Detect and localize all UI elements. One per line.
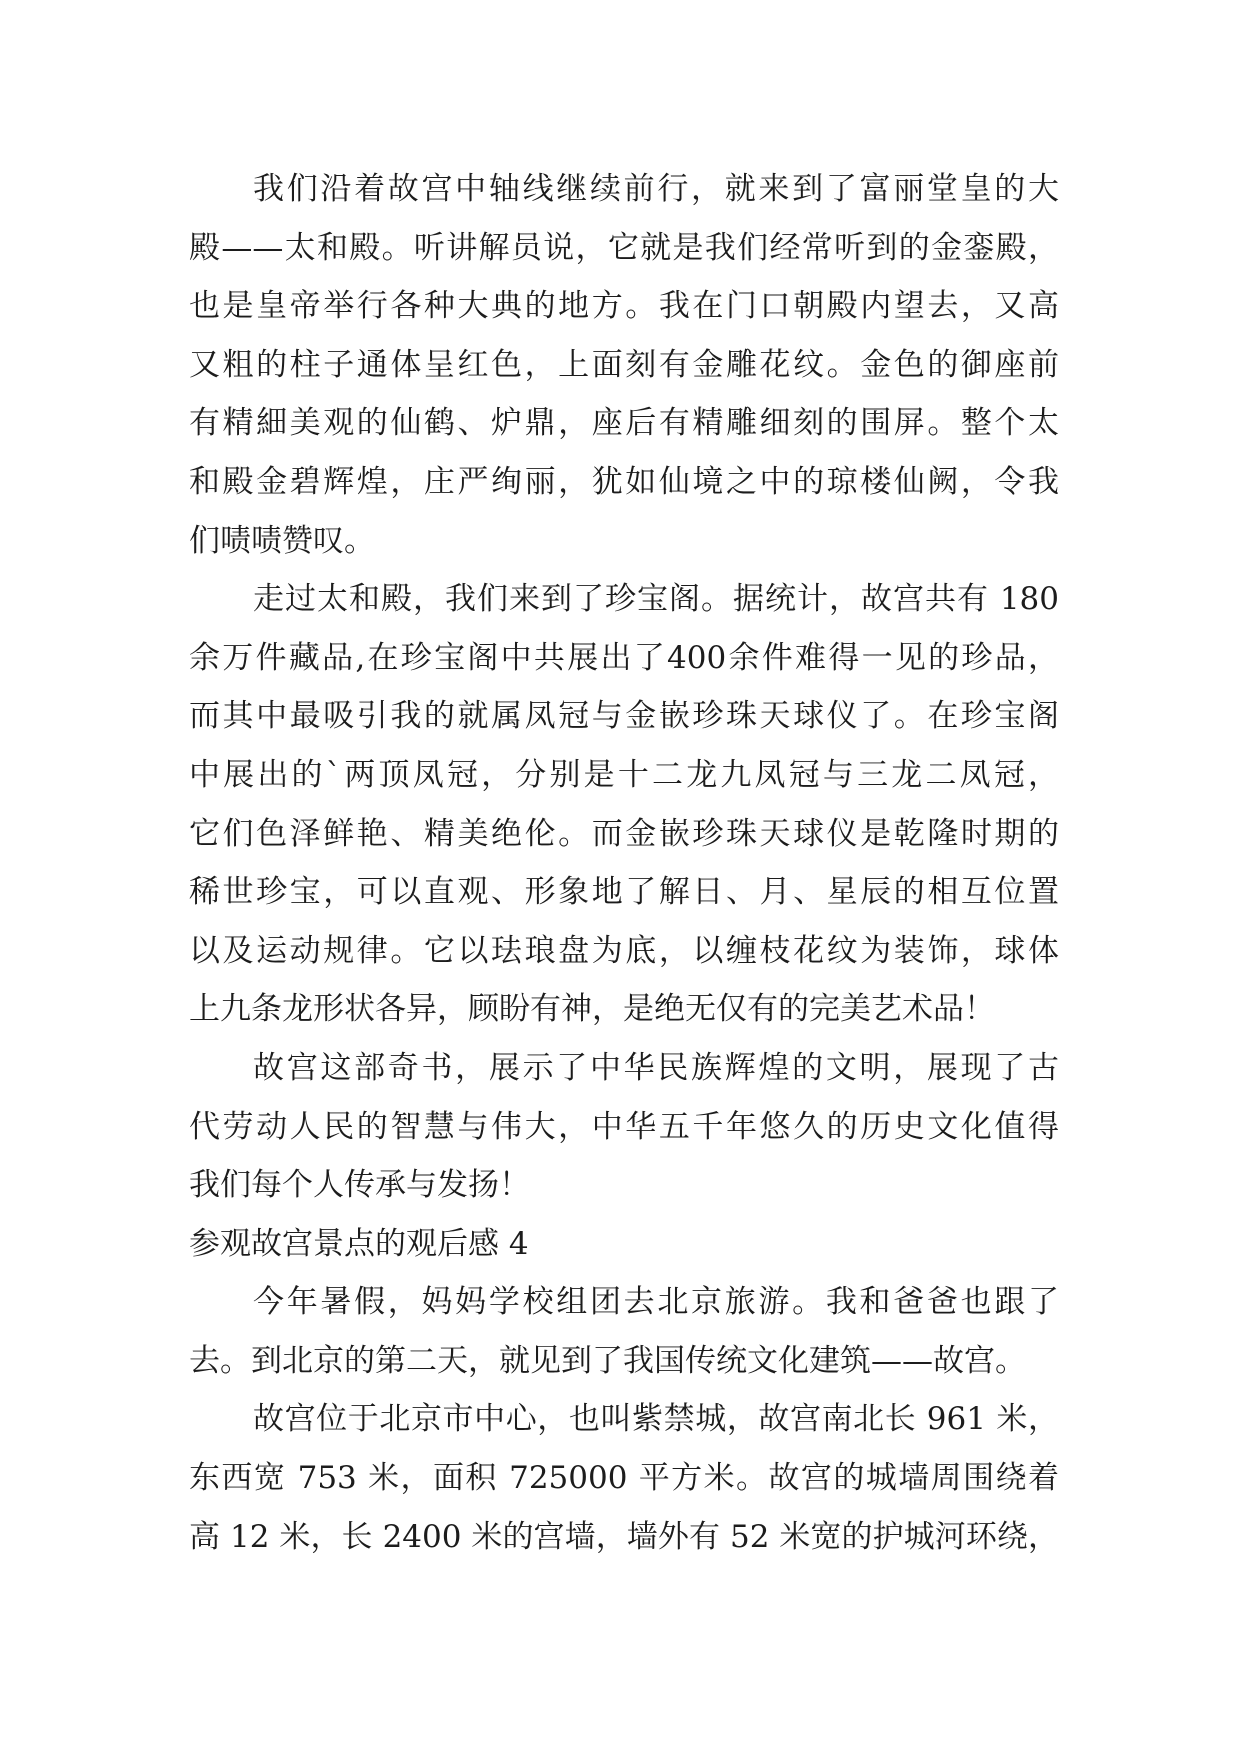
text-line: 它们色泽鲜艳、精美绝伦。而金嵌珍珠天球仪是乾隆时期的	[189, 815, 1059, 852]
text-line: 又粗的柱子通体呈红色，上面刻有金雕花纹。金色的御座前	[189, 346, 1059, 383]
text-line: 中展出的`两顶凤冠，分别是十二龙九凤冠与三龙二凤冠，	[189, 756, 1059, 793]
text-line: 和殿金碧辉煌，庄严绚丽，犹如仙境之中的琼楼仙阙，令我	[189, 463, 1059, 500]
text-line: 我们每个人传承与发扬！	[189, 1167, 530, 1204]
text-line: 高 12 米，长 2400 米的宫墙，墙外有 52 米宽的护城河环绕，	[189, 1518, 1059, 1555]
text-line: 去。到北京的第二天，就见到了我国传统文化建筑——故宫。	[189, 1342, 1026, 1379]
paragraph-palace-facts	[189, 1390, 1059, 1566]
text-line: 稀世珍宝，可以直观、形象地了解日、月、星辰的相互位置	[189, 874, 1059, 911]
text-line: 故宫这部奇书，展示了中华民族辉煌的文明，展现了古	[253, 1049, 1059, 1086]
text-line: 也是皇帝举行各种大典的地方。我在门口朝殿内望去，又高	[189, 288, 1059, 325]
text-line: 有精細美观的仙鹤、炉鼎，座后有精雕细刻的围屏。整个太	[189, 405, 1059, 442]
paragraph-summer-trip	[189, 1273, 1059, 1390]
text-line: 今年暑假，妈妈学校组团去北京旅游。我和爸爸也跟了	[253, 1284, 1059, 1321]
paragraph-treasure-pavilion	[189, 570, 1059, 1039]
text-line: 走过太和殿，我们来到了珍宝阁。据统计，故宫共有 180	[253, 581, 1059, 618]
text-line: 而其中最吸引我的就属凤冠与金嵌珍珠天球仪了。在珍宝阁	[189, 698, 1059, 735]
text-line: 上九条龙形状各异，顾盼有神，是绝无仅有的完美艺术品！	[189, 991, 995, 1028]
text-line: 故宫位于北京市中心，也叫紫禁城，故宫南北长 961 米，	[253, 1401, 1059, 1438]
text-line: 代劳动人民的智慧与伟大，中华五千年悠久的历史文化值得	[189, 1108, 1059, 1145]
text-line: 以及运动规律。它以珐琅盘为底，以缠枝花纹为装饰，球体	[189, 932, 1059, 969]
paragraph-taihe-hall	[189, 160, 1059, 570]
paragraph-conclusion	[189, 1039, 1059, 1215]
document-body	[189, 160, 1059, 1566]
section-heading: 参观故宫景点的观后感 4	[189, 1225, 529, 1262]
text-line: 余万件藏品,在珍宝阁中共展出了400余件难得一见的珍品，	[189, 639, 1059, 676]
text-line: 殿——太和殿。听讲解员说，它就是我们经常听到的金銮殿，	[189, 229, 1059, 266]
text-line: 们啧啧赞叹。	[189, 522, 375, 559]
text-line: 我们沿着故宫中轴线继续前行，就来到了富丽堂皇的大	[253, 171, 1059, 207]
text-line: 东西宽 753 米，面积 725000 平方米。故宫的城墙周围绕着	[189, 1460, 1059, 1497]
